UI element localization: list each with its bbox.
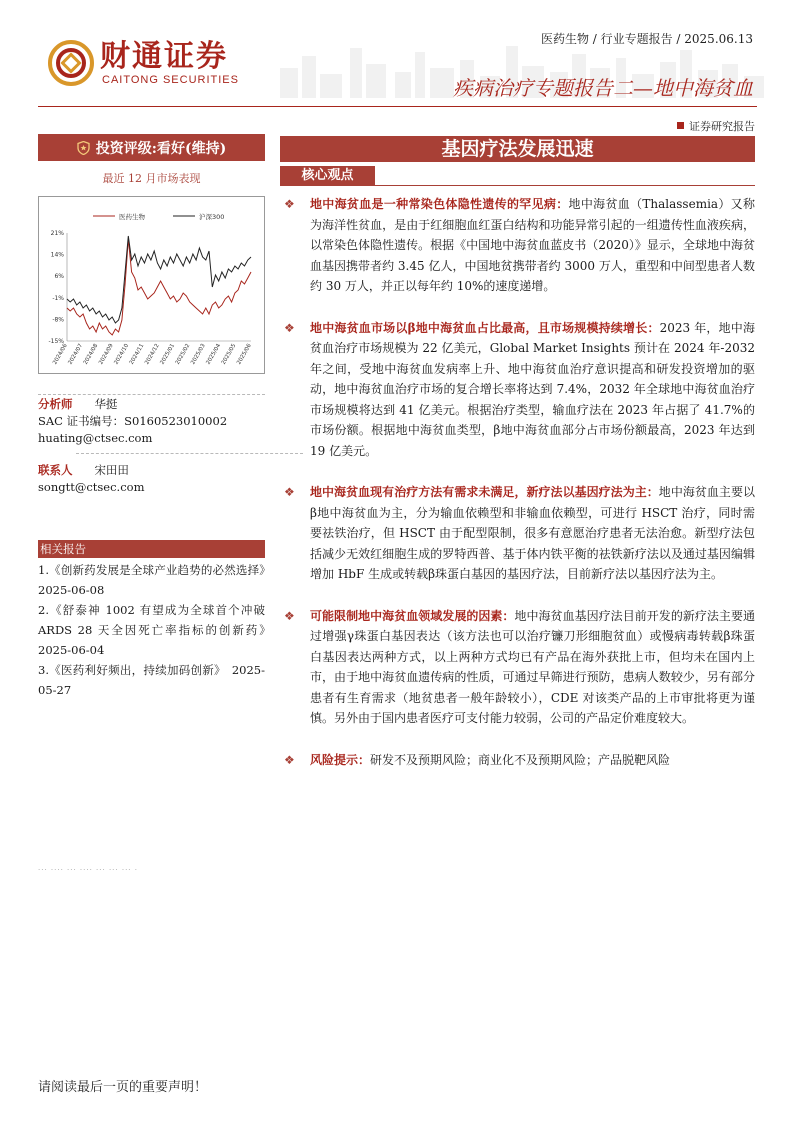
related-report-item[interactable]: 3.《医药利好频出，持续加码创新》 2025-05-27 <box>38 663 265 697</box>
x-tick-label: 2025/06 <box>236 343 253 366</box>
analyst-name: 华挺 <box>94 397 118 411</box>
shield-icon <box>77 141 90 155</box>
key-point-lead: 地中海贫血现有治疗方法有需求未满足，新疗法以基因疗法为主： <box>310 485 659 499</box>
diamond-bullet-icon: ❖ <box>284 197 295 211</box>
x-tick-label: 2024/10 <box>113 343 131 366</box>
report-type: 证券研究报告 <box>677 118 755 134</box>
key-point-lead: 地中海贫血市场以β地中海贫血占比最高，且市场规模持续增长： <box>310 320 660 335</box>
key-point-text: 地中海贫血主要以β地中海贫血为主，分为输血依赖型和非输血依赖型，可进行 HSCT 治疗，同时需要祛铁治疗，但 HSCT 由于配型限制，很多有意愿治疗患者无法治愈。新型疗法包括减少无效红细胞生成的罗特西普、基于体内铁平衡的祛铁新疗法以及通过基因编辑增加 HbF 生成或转载β珠蛋白基因的基因疗法，目前新疗法以基因疗法为主。 <box>310 485 755 581</box>
related-reports-header: 相关报告 <box>38 540 265 558</box>
x-tick-label: 2024/06 <box>52 343 69 366</box>
analyst-divider <box>38 394 265 395</box>
watermark-dots: ··· ···· ··· ···· ··· ··· ··· · <box>38 866 138 874</box>
x-tick-label: 2024/12 <box>144 343 161 366</box>
caitong-logo-icon <box>48 40 94 86</box>
key-point <box>284 318 755 462</box>
contact-email[interactable]: songtt@ctsec.com <box>38 480 145 494</box>
x-tick-label: 2024/07 <box>67 343 85 366</box>
key-point-text: 地中海贫血基因疗法目前开发的新疗法主要通过增强γ珠蛋白基因表达（该方法也可以治疗镰刀形细胞贫血）或慢病毒转载β珠蛋白基因表达两种方式，以上两种方式均已有产品在海外获批上市，但均未在国内上市，由于地中海贫血遗传病的性质，可通过早筛进行预防，患病人数较少，另有部分患者有生育需求（地贫患者一般年龄较小），CDE 对该类产品的上市审批将更为谨慎。另外由于国内患者医疗可支付能力较弱，公司的产品定价难度较大。 <box>310 608 755 725</box>
legend-label: 医药生物 <box>119 213 145 221</box>
performance-chart-svg <box>39 197 264 373</box>
y-tick-label: 21% <box>50 230 64 237</box>
key-point-lead: 可能限制地中海贫血领域发展的因素： <box>310 608 515 623</box>
brand-name: 财通证券 <box>100 39 228 74</box>
legend-label: 沪深300 <box>199 213 225 221</box>
disclaimer-note: 请阅读最后一页的重要声明！ <box>38 1080 208 1095</box>
x-tick-label: 2024/11 <box>128 343 146 366</box>
diamond-bullet-icon: ❖ <box>284 320 295 335</box>
analyst-role: 分析师 <box>38 397 73 411</box>
brand-name-en: CAITONG SECURITIES <box>102 74 239 86</box>
analyst-email[interactable]: huating@ctsec.com <box>38 431 153 445</box>
contact-divider <box>76 453 303 454</box>
x-tick-label: 2024/08 <box>82 343 100 366</box>
y-tick-label: -8% <box>52 316 64 324</box>
series-line <box>67 236 251 323</box>
key-point <box>284 482 755 585</box>
key-point <box>284 606 755 729</box>
analyst-sac: SAC 证书编号：S0160523010002 <box>38 414 228 428</box>
series-line <box>67 239 251 335</box>
page-title: 疾病治疗专题报告二—地中海贫血 <box>453 76 753 100</box>
diamond-bullet-icon: ❖ <box>284 485 295 499</box>
analyst-block <box>38 396 265 496</box>
x-tick-label: 2025/01 <box>159 343 177 366</box>
key-point-lead: 地中海贫血是一种常染色体隐性遗传的罕见病： <box>310 197 569 211</box>
key-point-text: 2023 年，地中海贫血治疗市场规模为 22 亿美元，Global Market Insights 预计在 2024 年-2032 年之间，受地中海贫血发病率上升、地中海贫血治疗意识提高和研发投资增加的驱动，地中海贫血治疗市场的复合增长率将达到 7.4%，2032 年全球地中海贫血治疗市场规模将达到 41 亿美元。根据治疗类型，输血疗法在 2023 年占据了 41.7%的市场份额。根据地中海贫血类型，β地中海贫血部分占市场份额最高，2023 年达到 19 亿美元。 <box>310 320 755 458</box>
contact-role: 联系人 <box>38 463 73 477</box>
key-points <box>284 194 755 791</box>
x-tick-label: 2025/05 <box>220 343 238 366</box>
analyst-line <box>38 396 265 413</box>
x-tick-label: 2024/09 <box>98 343 115 366</box>
market-performance-chart <box>38 196 265 374</box>
diamond-bullet-icon: ❖ <box>284 752 295 767</box>
key-point-lead: 风险提示： <box>310 752 371 767</box>
y-tick-label: 6% <box>54 273 64 281</box>
key-point-text: 地中海贫血（Thalassemia）又称为海洋性贫血，是由于红细胞血红蛋白结构和功能异常引起的一组遗传性血液疾病，以常染色体隐性遗传。根据《中国地中海贫血蓝皮书（2020）》显示，全球地中海贫血基因携带者约 3.45 亿人，中国地贫携带者约 3000 万人，重型和中间型患者人数约 30 万人，并正以每年约 10%的速度递增。 <box>310 197 755 293</box>
x-tick-label: 2025/04 <box>205 343 223 366</box>
y-tick-label: -1% <box>52 294 64 302</box>
performance-caption: 最近 12 月市场表现 <box>102 172 201 185</box>
key-point <box>284 194 755 297</box>
y-tick-label: 14% <box>50 251 64 259</box>
rating-label: 投资评级:看好(维持) <box>95 140 227 157</box>
x-tick-label: 2025/02 <box>174 343 192 366</box>
related-report-item[interactable]: 2.《舒泰神 1002 有望成为全球首个冲破 ARDS 28 天全因死亡率指标的创新药》 2025-06-04 <box>38 603 277 657</box>
investment-rating <box>38 134 265 161</box>
diamond-bullet-icon: ❖ <box>284 608 295 623</box>
contact-name: 宋田田 <box>94 463 129 477</box>
header-meta: 医药生物 / 行业专题报告 / 2025.06.13 <box>540 32 753 46</box>
key-point <box>284 750 755 771</box>
header-divider <box>38 106 757 107</box>
x-tick-label: 2025/03 <box>190 343 207 366</box>
key-point-text: 研发不及预期风险；商业化不及预期风险；产品脱靶风险 <box>370 752 671 767</box>
y-tick-label: -15% <box>48 338 64 345</box>
contact-line <box>38 462 265 479</box>
section-divider <box>375 185 755 186</box>
report-headline: 基因疗法发展迅速 <box>280 136 755 162</box>
related-reports-list <box>38 560 277 700</box>
related-report-item[interactable]: 1.《创新药发展是全球产业趋势的必然选择》 2025-06-08 <box>38 563 277 597</box>
section-label: 核心观点 <box>280 166 375 186</box>
